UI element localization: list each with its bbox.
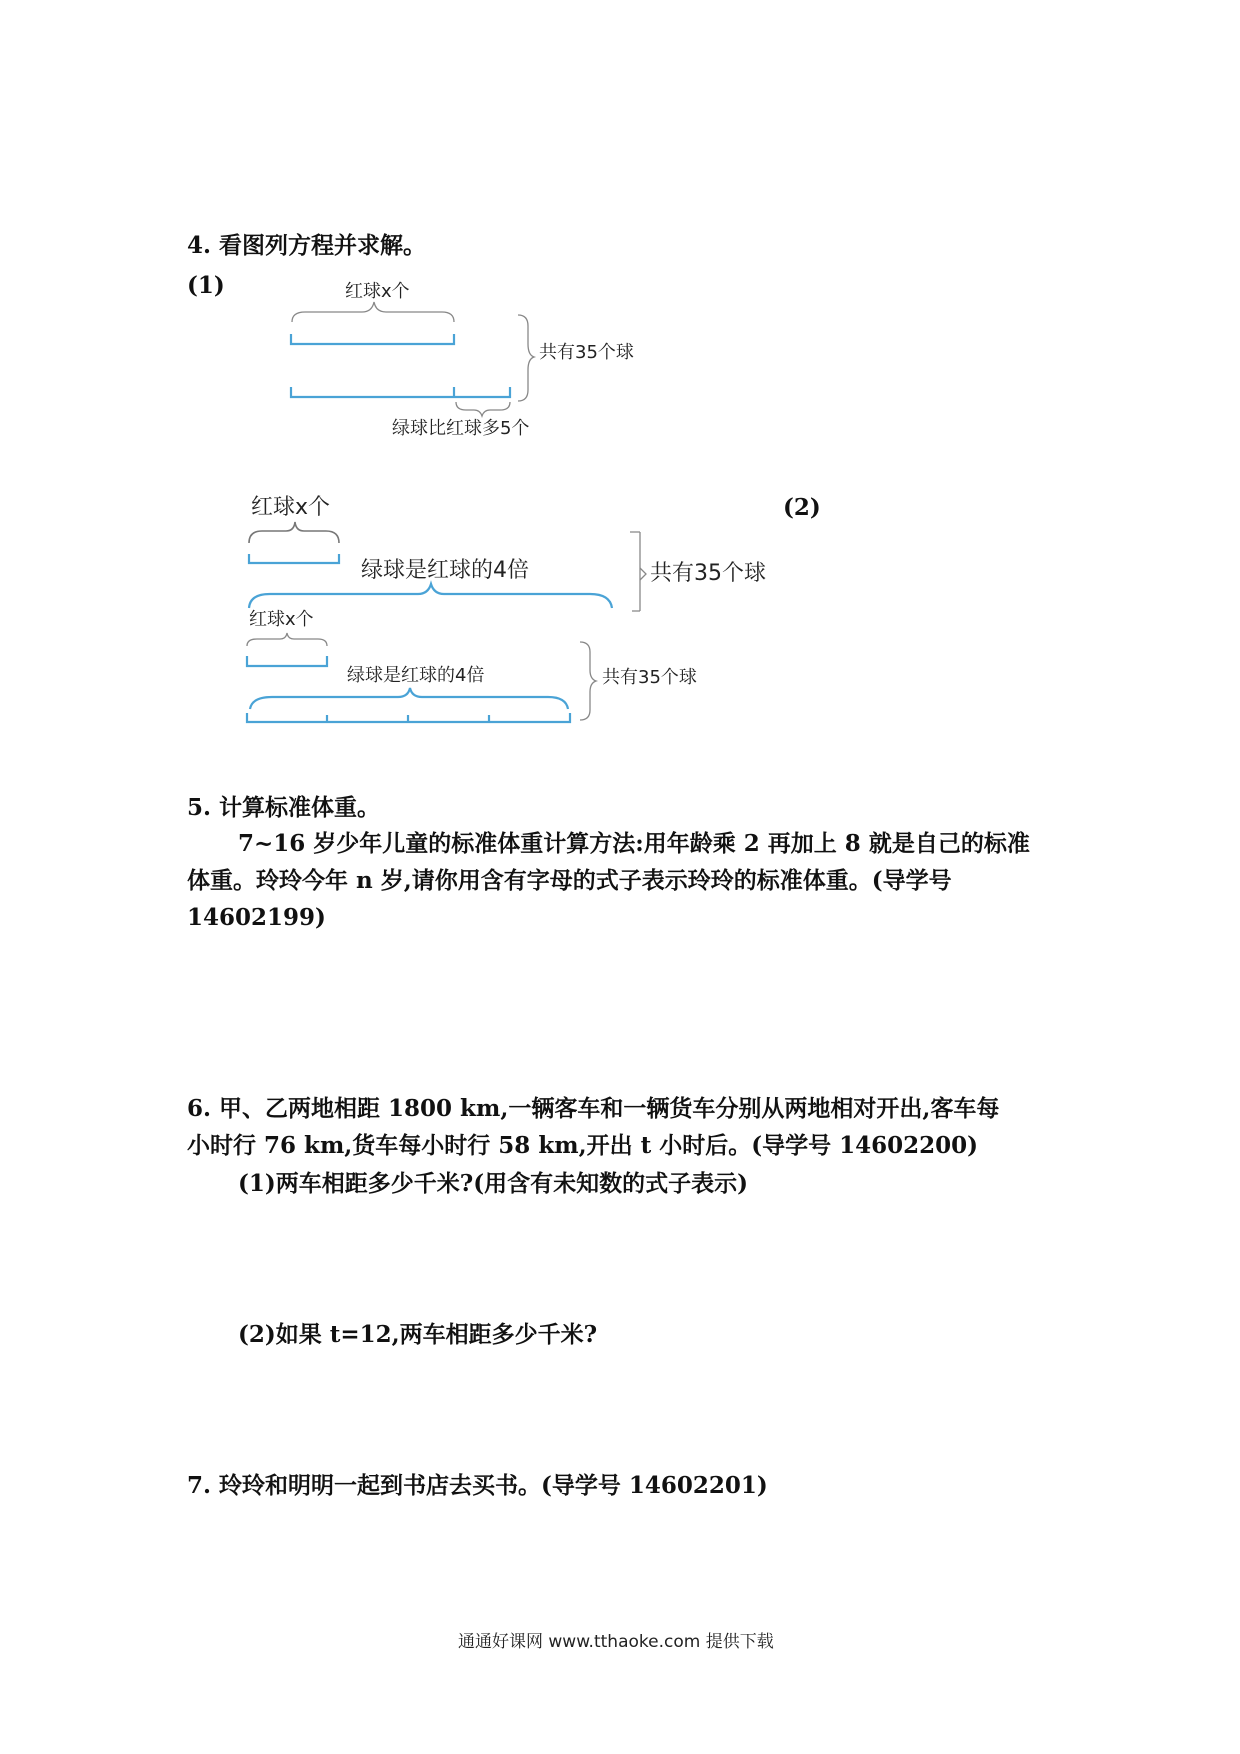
footer-text: 通通好课网 www.tthaoke.com 提供下载 [458, 1632, 774, 1652]
diagram3-green-segment [247, 713, 570, 722]
diagram2-green-brace [249, 584, 612, 608]
diagram3-red-label: 红球x个 [249, 609, 314, 630]
diagram2-total-bracket-ends [630, 532, 640, 611]
diagram3-red-brace [247, 633, 327, 646]
q4-heading: 4. 看图列方程并求解。 [187, 232, 427, 259]
diagram1-red-brace [292, 302, 454, 322]
diagram1-diff-label: 绿球比红球多5个 [392, 418, 530, 439]
diagram1-red-segment [291, 334, 454, 344]
diagram2-total-bracket-point [640, 568, 646, 580]
diagram3-total-label: 共有35个球 [602, 667, 697, 688]
diagram1-total-label: 共有35个球 [539, 342, 634, 363]
diagram2-total-label: 共有35个球 [650, 561, 766, 586]
diagram2-red-brace [249, 522, 339, 543]
diagram3-green-brace [250, 688, 568, 709]
q6-sub2: (2)如果 t=12,两车相距多少千米? [238, 1321, 598, 1348]
q5-line3: 14602199) [187, 904, 326, 931]
diagram3-green-label: 绿球是红球的4倍 [347, 665, 485, 686]
q4-part1-label: (1) [187, 272, 225, 299]
q7-line1: 7. 玲玲和明明一起到书店去买书。(导学号 14602201) [187, 1472, 768, 1499]
q5-heading: 5. 计算标准体重。 [187, 794, 381, 821]
q5-line1: 7~16 岁少年儿童的标准体重计算方法:用年龄乘 2 再加上 8 就是自己的标准 [238, 830, 1030, 857]
diagram1-red-label: 红球x个 [345, 281, 410, 302]
q6-line1: 6. 甲、乙两地相距 1800 km,一辆客车和一辆货车分别从两地相对开出,客车每 [187, 1095, 1000, 1122]
q4-part2-label: (2) [783, 494, 821, 521]
diagram1-diff-brace [456, 402, 510, 416]
diagram2-red-label: 红球x个 [251, 495, 331, 520]
diagram1-total-brace [518, 315, 534, 401]
diagram2-green-label: 绿球是红球的4倍 [361, 558, 529, 583]
diagram3-total-brace [580, 642, 596, 720]
q5-line2: 体重。玲玲今年 n 岁,请你用含有字母的式子表示玲玲的标准体重。(导学号 [187, 867, 952, 894]
diagram1 [291, 302, 534, 416]
diagram1-green-segment [291, 387, 510, 397]
q6-sub1: (1)两车相距多少千米?(用含有未知数的式子表示) [238, 1170, 749, 1197]
diagram2-red-segment [249, 554, 339, 563]
diagram3-red-segment [247, 656, 327, 666]
q6-line2: 小时行 76 km,货车每小时行 58 km,开出 t 小时后。(导学号 14602200) [187, 1132, 979, 1159]
